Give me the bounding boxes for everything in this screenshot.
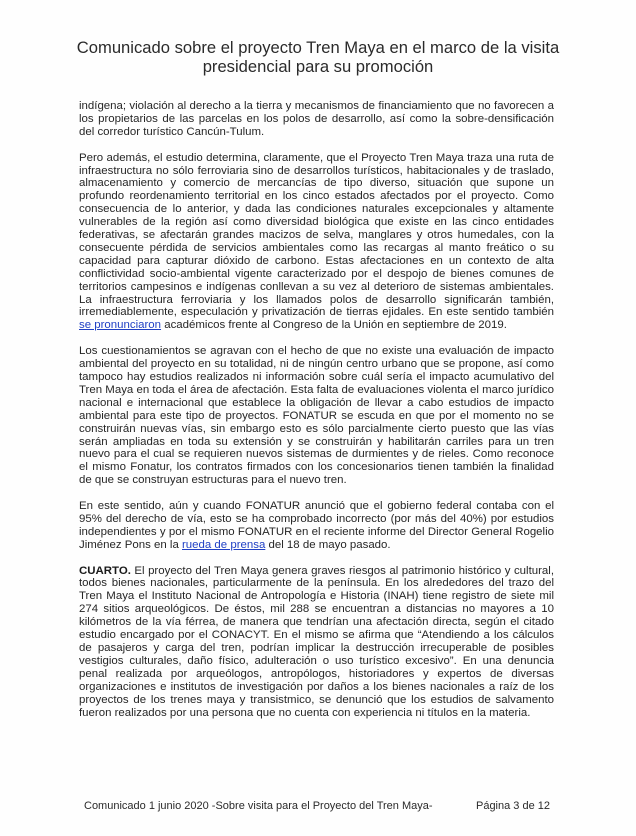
footer-document-label: Comunicado 1 junio 2020 -Sobre visita para el Proyecto del Tren Maya- — [84, 800, 433, 812]
se-pronunciaron-link[interactable]: se pronunciaron — [79, 319, 162, 332]
page-footer — [84, 800, 550, 812]
rueda-de-prensa-link[interactable]: rueda de prensa — [182, 538, 266, 551]
page-number: Página 3 de 12 — [475, 800, 550, 812]
document-title: Comunicado sobre el proyecto Tren Maya en el marco de la visita presidencial para su promoción — [76, 38, 560, 76]
paragraph-2 — [79, 152, 554, 333]
document-body — [79, 100, 554, 732]
paragraph-2-text: Pero además, el estudio determina, claramente, que el Proyecto Tren Maya traza una ruta de infraestructura no sólo ferroviaria sino de desarrollos turísticos, habitacionales y de traslado, almacenamiento y comercio de mercancías de tipo diverso, situación que supone un profundo reordenamiento territorial en los cinco estados afectados por el proyecto. Como consecuencia de lo anterior, y dada las condiciones naturales excepcionales y altamente vulnerables de la región así como diversidad biológica que existe en las cinco entidades federativas, se afectarán grandes macizos de selva, manglares y otros humedales, con la consecuente pérdida de servicios ambientales como las recargas al manto freático o su capacidad para capturar dióxido de carbono. Estas afectaciones en un contexto de alta conflictividad socio-ambiental vigente caracterizado por el despojo de bienes comunes de territorios campesinos e indígenas conllevan a su vez al deterioro de sistemas ambientales. La infraestructura ferroviaria y los llamados polos de desarrollo significarán también, irremediablemente, especulación y privatización de tierras ejidales. En este sentido también — [79, 151, 554, 319]
paragraph-4-text: En este sentido, aún y cuando FONATUR anunció que el gobierno federal contaba con el 95% del derecho de vía, esto se ha comprobado incorrecto (por más del 40%) por estudios independientes y por el mismo FONATUR en el reciente informe del Director General Rogelio Jiménez Pons en la — [79, 500, 554, 551]
paragraph-4-text-end: del 18 de mayo pasado. — [265, 538, 391, 551]
paragraph-5 — [79, 565, 554, 720]
paragraph-1: indígena; violación al derecho a la tierra y mecanismos de financiamiento que no favorecen a los propietarios de las parcelas en los polos de desarrollo, así como la sobre-densificación del corredor turístico Cancún-Tulum. — [79, 100, 554, 138]
paragraph-3: Los cuestionamientos se agravan con el hecho de que no existe una evaluación de impacto ambiental del proyecto en su totalidad, ni de ningún centro urbano que se propone, así como tampoco hay estudios realizados ni información sobre cuál sería el impacto acumulativo del Tren Maya en toda el área de afectación. Esta falta de evaluaciones violenta el marco jurídico nacional e internacional que establece la obligación de llevar a cabo estudios de impacto ambiental para este tipo de proyectos. FONATUR se escuda en que por el momento no se construirán nuevas vías, sin embargo esto es sólo parcialmente cierto puesto que las vías serán ampliadas en toda su extensión y se construirán y habilitarán carriles para un tren nuevo para el cual se requieren nuevos sistemas de durmientes y de rieles. Como reconoce el mismo Fonatur, los contratos firmados con los concesionarios tienen también la finalidad de que se construyan estructuras para el nuevo tren. — [79, 345, 554, 487]
paragraph-5-text: El proyecto del Tren Maya genera graves riesgos al patrimonio histórico y cultural, todos bienes nacionales, particularmente de la península. En los alrededores del trazo del Tren Maya el Instituto Nacional de Antropología e Historia (INAH) tiene registro de siete mil 274 sitios arqueológicos. De éstos, mil 288 se encuentran a distancias no mayores a 10 kilómetros de la vía férrea, de manera que tendrían una afectación directa, según el citado estudio encargado por el CONACYT. En el mismo se afirma que “Atendiendo a los cálculos de pasajeros y carga del tren, podrían implicar la destrucción irrecuperable de posibles vestigios culturales, daño físico, adulteración o uso turístico excesivo”. En una denuncia penal realizada por arqueólogos, antropólogos, historiadores y expertos de diversas organizaciones e institutos de investigación por daños a los bienes nacionales a raíz de los proyectos de los trenes maya y transistmico, se denunció que los estudios de salvamento fueron realizados por una persona que no cuenta con experiencia ni títulos en la materia. — [79, 564, 554, 719]
paragraph-4 — [79, 500, 554, 552]
section-heading-cuarto: CUARTO. — [79, 564, 131, 577]
paragraph-2-text-end: académicos frente al Congreso de la Unión en septiembre de 2019. — [161, 319, 507, 332]
